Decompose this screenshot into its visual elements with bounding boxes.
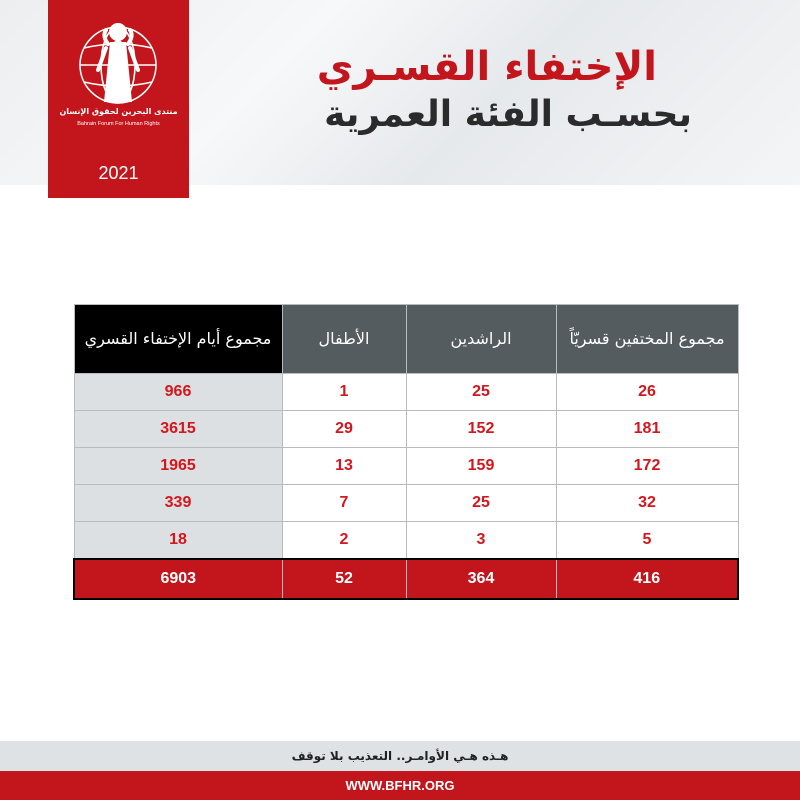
cell-children: 7 (282, 485, 406, 522)
cell-total: 32 (556, 485, 738, 522)
total-children-sum: 52 (282, 559, 406, 599)
table-row (74, 522, 738, 560)
cell-children: 1 (282, 374, 406, 411)
cell-days: 339 (74, 485, 282, 522)
total-adults-sum: 364 (406, 559, 556, 599)
age-group-table (73, 304, 739, 600)
website-url: WWW.BFHR.ORG (0, 771, 800, 800)
cell-total: 5 (556, 522, 738, 560)
footer-slogan: هـذه هـي الأوامـر.. التعذيب بلا توقف (291, 749, 509, 763)
cell-children: 2 (282, 522, 406, 560)
cell-adults: 25 (406, 374, 556, 411)
totals-row (74, 559, 738, 599)
cell-total: 26 (556, 374, 738, 411)
cell-adults: 152 (406, 411, 556, 448)
header-total-disappeared: مجموع المختفين قسريّاً (556, 305, 738, 374)
header-children: الأطفال (282, 305, 406, 374)
page-subtitle: بحسـب الفئة العمرية (324, 94, 692, 135)
cell-days: 966 (74, 374, 282, 411)
cell-total: 181 (556, 411, 738, 448)
header-adults: الراشدين (406, 305, 556, 374)
cell-days: 1965 (74, 448, 282, 485)
year-label: 2021 (98, 163, 139, 183)
cell-total: 172 (556, 448, 738, 485)
table-row (74, 485, 738, 522)
total-disappeared-sum: 416 (556, 559, 738, 599)
cell-children: 29 (282, 411, 406, 448)
table-row (74, 448, 738, 485)
cell-children: 13 (282, 448, 406, 485)
cell-adults: 159 (406, 448, 556, 485)
header-total-days: مجموع أيام الإختفاء القسري (74, 305, 282, 374)
table-row (74, 374, 738, 411)
table-row (74, 411, 738, 448)
cell-adults: 25 (406, 485, 556, 522)
total-days-sum: 6903 (74, 559, 282, 599)
logo-panel (48, 0, 189, 198)
cell-days: 3615 (74, 411, 282, 448)
cell-adults: 3 (406, 522, 556, 560)
page-title: الإختفاء القسـري (316, 44, 657, 90)
org-name-english: Bahrain Forum For Human Rights (77, 121, 160, 127)
table-header-row (74, 305, 738, 374)
cell-days: 18 (74, 522, 282, 560)
globe-figure-logo-icon (68, 18, 168, 108)
org-name-arabic: منتدى البحرين لحقوق الإنسان (59, 107, 178, 116)
